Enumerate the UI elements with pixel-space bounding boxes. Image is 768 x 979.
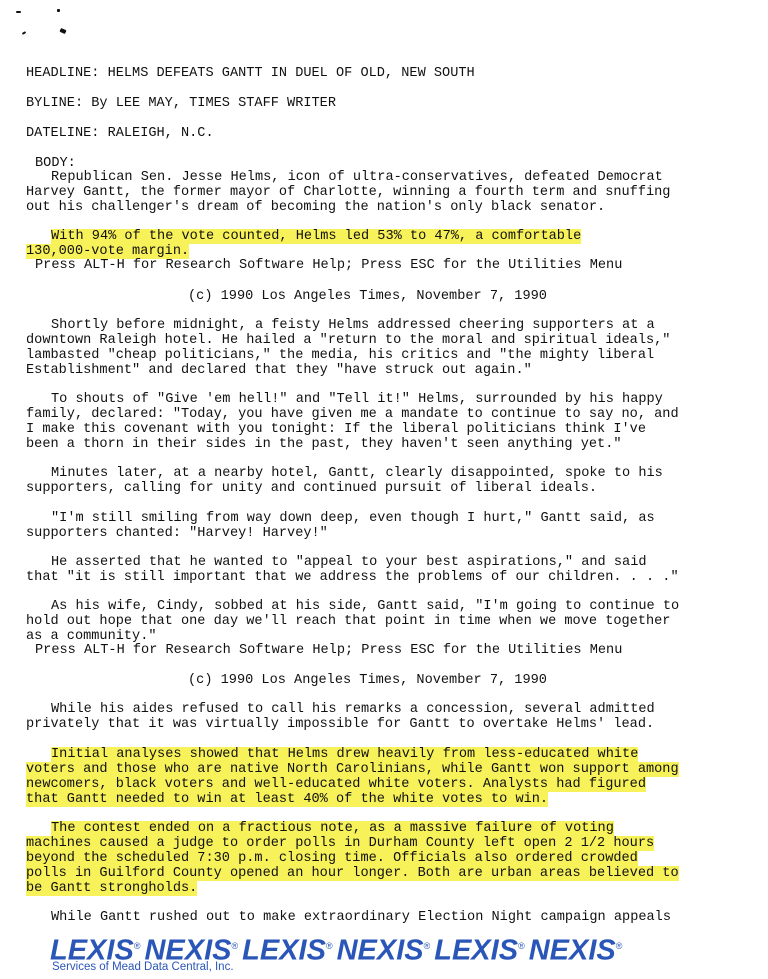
body-line: While Gantt rushed out to make extraordinary Election Night campaign appeals [51, 910, 671, 925]
body-line: As his wife, Cindy, sobbed at his side, Gantt said, "I'm going to continue to [51, 599, 680, 614]
body-line: downtown Raleigh hotel. He hailed a "return to the moral and spiritual ideals," [26, 333, 671, 348]
body-label: BODY: [35, 156, 76, 171]
highlighted-line: newcomers, black voters and well-educated white voters. Analysts had figured [26, 777, 646, 792]
body-line: While his aides refused to call his remarks a concession, several admitted [51, 702, 655, 717]
highlighted-line: be Gantt strongholds. [26, 881, 198, 896]
body-line: "I'm still smiling from way down deep, even though I hurt," Gantt said, as [51, 511, 655, 526]
body-line: supporters chanted: "Harvey! Harvey!" [26, 526, 328, 541]
scan-mark [22, 31, 26, 35]
registered-mark: ® [325, 941, 333, 951]
body-line: privately that it was virtually impossible for Gantt to overtake Helms' lead. [26, 717, 655, 732]
body-line: hold out hope that one day we'll reach that point in time when we move together [26, 614, 671, 629]
scan-mark [57, 9, 60, 12]
dateline: DATELINE: RALEIGH, N.C. [26, 126, 214, 141]
body-line: as a community." [26, 629, 157, 644]
body-line: Republican Sen. Jesse Helms, icon of ultra-conservatives, defeated Democrat [51, 170, 663, 185]
registered-mark: ® [133, 941, 141, 951]
body-line: family, declared: "Today, you have given me a mandate to continue to say no, and [26, 407, 679, 422]
body-line: Minutes later, at a nearby hotel, Gantt, clearly disappointed, spoke to his [51, 466, 663, 481]
logo-word: LEXIS [50, 934, 134, 967]
highlighted-line: The contest ended on a fractious note, as a massive failure of voting [51, 821, 614, 836]
body-line: I make this covenant with you tonight: If the liberal politicians think I've [26, 422, 646, 437]
body-line: To shouts of "Give 'em hell!" and "Tell it!" Helms, surrounded by his happy [51, 392, 663, 407]
body-line: been a thorn in their sides in the past, they haven't seen anything yet." [26, 437, 622, 452]
headline: HEADLINE: HELMS DEFEATS GANTT IN DUEL OF OLD, NEW SOUTH [26, 66, 475, 81]
byline: BYLINE: By LEE MAY, TIMES STAFF WRITER [26, 96, 336, 111]
highlighted-line: 130,000-vote margin. [26, 244, 190, 259]
body-line: out his challenger's dream of becoming the nation's only black senator. [26, 200, 606, 215]
logo-word: NEXIS [144, 934, 232, 967]
body-line: He asserted that he wanted to "appeal to your best aspirations," and said [51, 555, 647, 570]
body-line: Shortly before midnight, a feisty Helms addressed cheering supporters at a [51, 318, 655, 333]
registered-mark: ® [231, 941, 239, 951]
body-line: that "it is still important that we address the problems of our children. . . ." [26, 570, 679, 585]
highlighted-line: machines caused a judge to order polls in Durham County left open 2 1/2 hours [26, 836, 655, 851]
highlighted-line: With 94% of the vote counted, Helms led 53% to 47%, a comfortable [51, 229, 582, 244]
body-line: lambasted "cheap politicians," the media, his critics and "the mighty liberal [26, 348, 655, 363]
scan-mark [16, 11, 21, 13]
body-line: supporters, calling for unity and continued pursuit of liberal ideals. [26, 481, 598, 496]
scan-mark [59, 28, 66, 34]
body-line: Harvey Gantt, the former mayor of Charlotte, winning a fourth term and snuffing [26, 185, 671, 200]
help-line: Press ALT-H for Research Software Help; Press ESC for the Utilities Menu [35, 258, 623, 273]
logo-word: LEXIS [434, 934, 519, 967]
logo-word: NEXIS [528, 934, 616, 967]
highlighted-line: that Gantt needed to win at least 40% of the white votes to win. [26, 792, 549, 807]
logo-word: LEXIS [242, 934, 326, 967]
logo-word: NEXIS [336, 934, 424, 967]
services-caption: Services of Mead Data Central, Inc. [52, 961, 234, 973]
highlighted-line: voters and those who are native North Carolinians, while Gantt won support among [26, 762, 679, 777]
body-line: Establishment" and declared that they "have struck out again." [26, 363, 532, 378]
copyright-line: (c) 1990 Los Angeles Times, November 7, 1990 [188, 673, 547, 688]
help-line: Press ALT-H for Research Software Help; Press ESC for the Utilities Menu [35, 643, 623, 658]
registered-mark: ® [615, 941, 623, 951]
registered-mark: ® [423, 941, 431, 951]
registered-mark: ® [518, 941, 525, 951]
highlighted-line: polls in Guilford County opened an hour longer. Both are urban areas believed to [26, 866, 679, 881]
highlighted-line: beyond the scheduled 7:30 p.m. closing time. Officials also ordered crowded [26, 851, 638, 866]
copyright-line: (c) 1990 Los Angeles Times, November 7, 1990 [188, 289, 547, 304]
highlighted-line: Initial analyses showed that Helms drew heavily from less-educated white [51, 747, 639, 762]
